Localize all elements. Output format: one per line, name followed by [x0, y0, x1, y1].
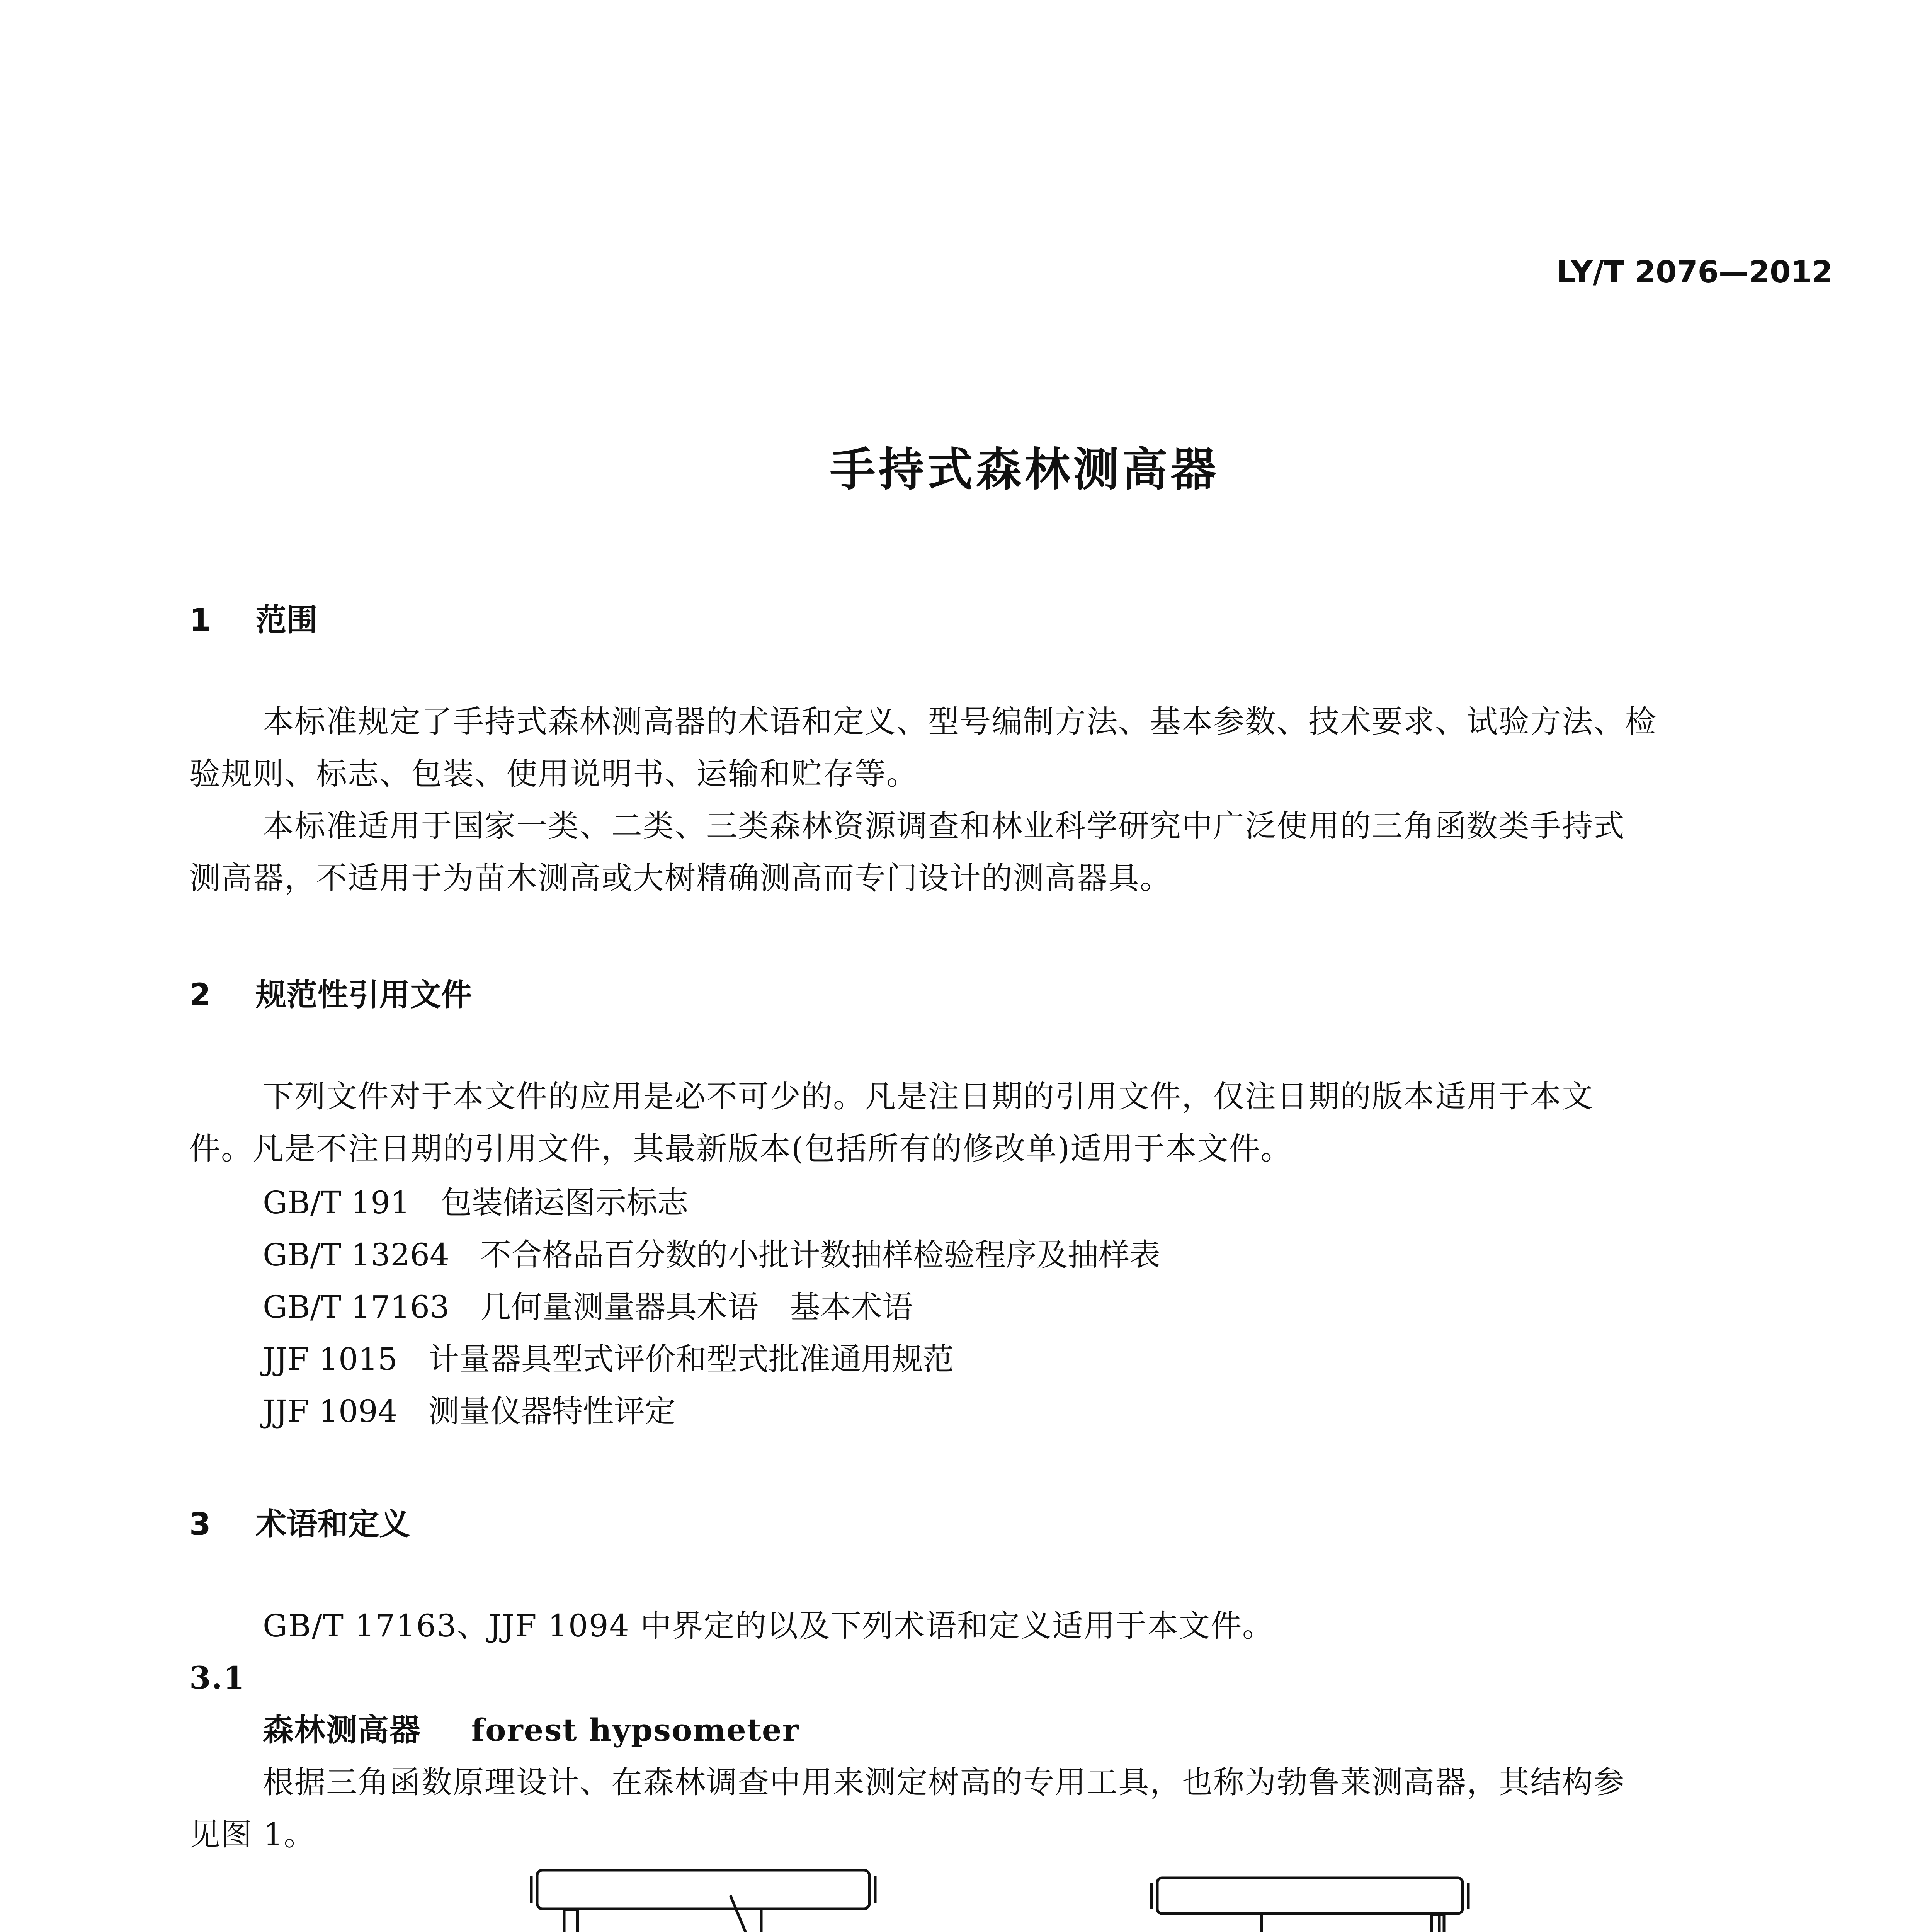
term-entry: [263, 1704, 799, 1756]
reference-item: [263, 1385, 1160, 1437]
reference-title: 测量仪器特性评定: [428, 1393, 676, 1429]
reference-code: GB/T 191: [263, 1185, 410, 1221]
section-2-para-line-1: 下列文件对于本文件的应用是必不可少的。凡是注日期的引用文件，仅注日期的版本适用于本文: [263, 1078, 1594, 1114]
section-2-title: 规范性引用文件: [255, 977, 472, 1013]
standard-code: LY/T 2076—2012: [1556, 255, 1833, 290]
reference-title: 几何量测量器具术语 基本术语: [480, 1289, 913, 1325]
section-3-title: 术语和定义: [255, 1506, 410, 1542]
reference-code: JJF 1015: [263, 1341, 398, 1377]
body-outline-right: [1106, 1913, 1498, 1932]
brake-button-right: [1432, 1915, 1444, 1932]
reference-code: GB/T 13264: [263, 1237, 449, 1273]
brake-button: [564, 1910, 577, 1932]
reference-title: 计量器具型式评价和型式批准通用规范: [428, 1341, 954, 1377]
section-3-intro: GB/T 17163、JJF 1094 中界定的以及下列术语和定义适用于本文件。: [263, 1608, 1274, 1644]
section-1-para-2-line-1: 本标准适用于国家一类、二类、三类森林资源调查和林业科学研究中广泛使用的三角函数类手持式: [263, 808, 1625, 844]
reference-code: JJF 1094: [263, 1393, 398, 1429]
figure-left-view: [425, 1847, 981, 1932]
reference-title: 不合格品百分数的小批计数抽样检验程序及抽样表: [480, 1237, 1160, 1273]
reference-code: GB/T 17163: [263, 1289, 449, 1325]
definition-line-1: 根据三角函数原理设计、在森林调查中用来测定树高的专用工具，也称为勃鲁莱测高器，其结构参: [263, 1764, 1625, 1800]
section-2-para-line-2: 件。凡是不注日期的引用文件，其最新版本(包括所有的修改单)适用于本文件。: [189, 1131, 1293, 1167]
term-english: forest hypsometer: [471, 1712, 799, 1748]
section-1-para-1-line-1: 本标准规定了手持式森林测高器的术语和定义、型号编制方法、基本参数、技术要求、试验方法、检: [263, 704, 1657, 740]
section-3-number: 3: [189, 1506, 211, 1542]
section-1-title: 范围: [255, 602, 318, 638]
reference-list: [263, 1177, 1160, 1437]
subsection-number: 3.1: [189, 1660, 246, 1696]
sighting-bar-right: [1157, 1878, 1463, 1913]
figure-right-view: [1082, 1847, 1565, 1932]
section-3-heading: [189, 1499, 410, 1544]
document-title: 手持式森林测高器: [830, 443, 1219, 496]
body-outline: [455, 1909, 957, 1932]
reference-title: 包装储运图示标志: [441, 1185, 689, 1221]
section-1-number: 1: [189, 602, 211, 638]
section-1-heading: [189, 595, 317, 639]
term-chinese: 森林测高器: [263, 1712, 421, 1748]
reference-item: [263, 1333, 1160, 1385]
reference-item: [263, 1281, 1160, 1333]
section-2-heading: [189, 970, 472, 1014]
section-2-number: 2: [189, 977, 211, 1013]
reference-item: [263, 1177, 1160, 1229]
definition-line-2: 见图 1。: [189, 1816, 316, 1852]
reference-item: [263, 1229, 1160, 1281]
section-1-para-2-line-2: 测高器，不适用于为苗木测高或大树精确测高而专门设计的测高器具。: [189, 860, 1172, 896]
sighting-bar: [537, 1870, 869, 1909]
section-1-para-1-line-2: 验规则、标志、包装、使用说明书、运输和贮存等。: [189, 756, 918, 792]
